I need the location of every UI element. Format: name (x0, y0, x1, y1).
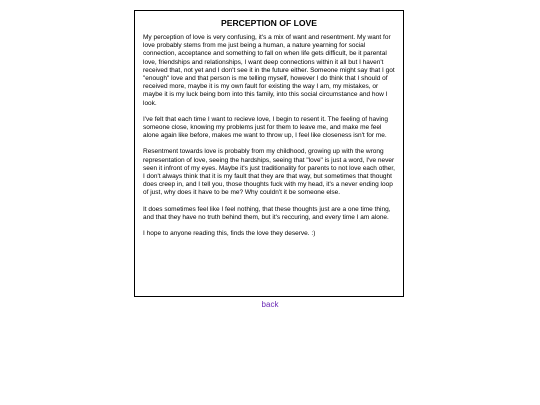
article-paragraph-1: My perception of love is very confusing, it's a mix of want and resentment. My want for love probably stems from me just being a human, a nature yearning for social connection, acceptance and something to fall on when life gets difficult, be it parental love, friendships and relationships, I want deep connections within it all but I haven't received that, not yet and I don't see it in the future either. Someone might say that I got "enough" love and that person is me telling myself, however I do think that I should of received more, maybe it is my own fault for existing the way I am, my mistakes, or maybe it is my luck being born into this family, into this social circumstance and how I look. (143, 34, 395, 107)
article-paragraph-4: It does sometimes feel like I feel nothing, that these thoughts just are a one time thing, and that they have no truth behind them, but it's reccuring, and every time I am alone. (143, 205, 391, 221)
article-paragraph-3: Resentment towards love is probably from my childhood, growing up with the wrong representation of love, seeing the hardships, seeing that "love" is just a word, I've never seen it infront of my eyes. Maybe it's just traditionality for parents to not love each other, I don't always think that it is my fault that they are that way, but sometimes that thought does creep in, and I tell you, those thoughts fuck with my head, it's a never ending loop of just, why does it have to be me? Why couldn't it be someone else. (143, 148, 395, 197)
article-paragraph-5: I hope to anyone reading this, finds the love they deserve. :) (143, 230, 316, 238)
article-paragraph-2: I've felt that each time I want to recieve love, I begin to resent it. The feeling of having someone close, knowing my problems just for them to leave me, and make me feel alone again like before, makes me want to throw up, I feel like closeness isn't for me. (143, 115, 389, 140)
back-link-container (0, 300, 540, 309)
article-box (134, 10, 404, 297)
back-link[interactable]: back (261, 300, 279, 309)
article-title: PERCEPTION OF LOVE (221, 18, 317, 28)
